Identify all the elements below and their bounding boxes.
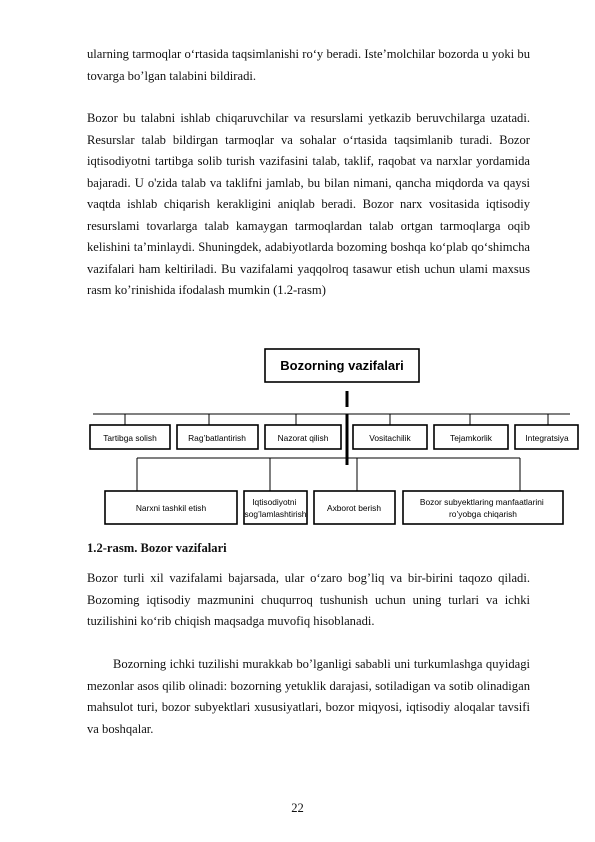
box-label-6: Integratsiya	[525, 433, 569, 443]
paragraph-1: ularning tarmoqlar o‘rtasida taqsimlanishi ro‘y beradi. Iste’molchilar bozorda u yoki bu tovarga bo’lgan talabini bildiradi.	[87, 47, 530, 83]
box-label-4: Vositachilik	[369, 433, 411, 443]
box-label-10-line2: ro’yobga chiqarish	[449, 509, 517, 519]
box-iqtisodiyotni-soglomlashtirish	[244, 491, 307, 524]
box-label-2: Rag’batlantirish	[188, 433, 246, 443]
box-label-9: Axborot berish	[327, 503, 381, 513]
page-number: 22	[291, 801, 304, 815]
box-bozor-subyektlari	[403, 491, 563, 524]
box-label-1: Tartibga solish	[103, 433, 157, 443]
box-label-8-line2: sog’lamlashtirish	[244, 509, 307, 519]
box-label-3: Nazorat qilish	[277, 433, 329, 443]
box-label-7: Narxni tashkil etish	[135, 503, 207, 513]
paragraph-2: Bozor bu talabni ishlab chiqaruvchilar va resurslami yetkazib beruvchilarga uzatadi. Resurslar talab bildirgan tarmoqlar va sohalar o‘rtasida taqsimlanib turadi. Bozor iqtisodiyotni tartibga solib turish vazifasini talab, taklif, raqobat va narxlar yordamida bajaradi. U o'zida talab va taklifni jamlab, bu bilan nimani, qancha miqdorda va qaysi vaqtda ishlab chiqarish kerakligini aniqlab beradi. Bozor narx vositasida iqtisodiy resurslami tovarlarga talab kamaygan tarmoqlardan talab ortgan tarmoqlarga oqib kelishini ta’minlaydi. Shuningdek, adabiyotlarda bozoming boshqa ko‘plab qo‘shimcha vazifalari ham keltiriladi. Bu vazifalami yaqqolroq tasawur etish uchun ulami maxsus rasm ko’rinishida ifodalash mumkin (1.2-rasm)	[87, 111, 530, 297]
box-label-10-line1: Bozor subyektlaring manfaatlarini	[419, 497, 544, 507]
paragraph-4: Bozorning ichki tuzilishi murakkab bo’lganligi sababli uni turkumlashga quyidagi mezonlar asos qilib olinadi: bozorning yetuklik darajasi, sotiladigan va sotib olinadigan mahsulot turi, bozor subyektlari xususiyatlari, bozor miqyosi, iqtisodiy aloqalar tavsifi va boshqalar.	[87, 657, 530, 736]
figure-caption: 1.2-rasm. Bozor vazifalari	[87, 541, 227, 555]
box-label-5: Tejamkorlik	[450, 433, 492, 443]
diagram-title: Bozorning vazifalari	[280, 358, 404, 373]
box-label-8-line1: Iqtisodiyotni	[252, 497, 297, 507]
paragraph-3: Bozor turli xil vazifalami bajarsada, ular o‘zaro bog’liq va bir-birini taqozo qiladi. Bozoming iqtisodiy mazmunini chuqurroq tushunish uchun uning turlari va ichki tuzilishini ko‘rib chiqish maqsadga muvofiq hisoblanadi.	[87, 571, 530, 628]
